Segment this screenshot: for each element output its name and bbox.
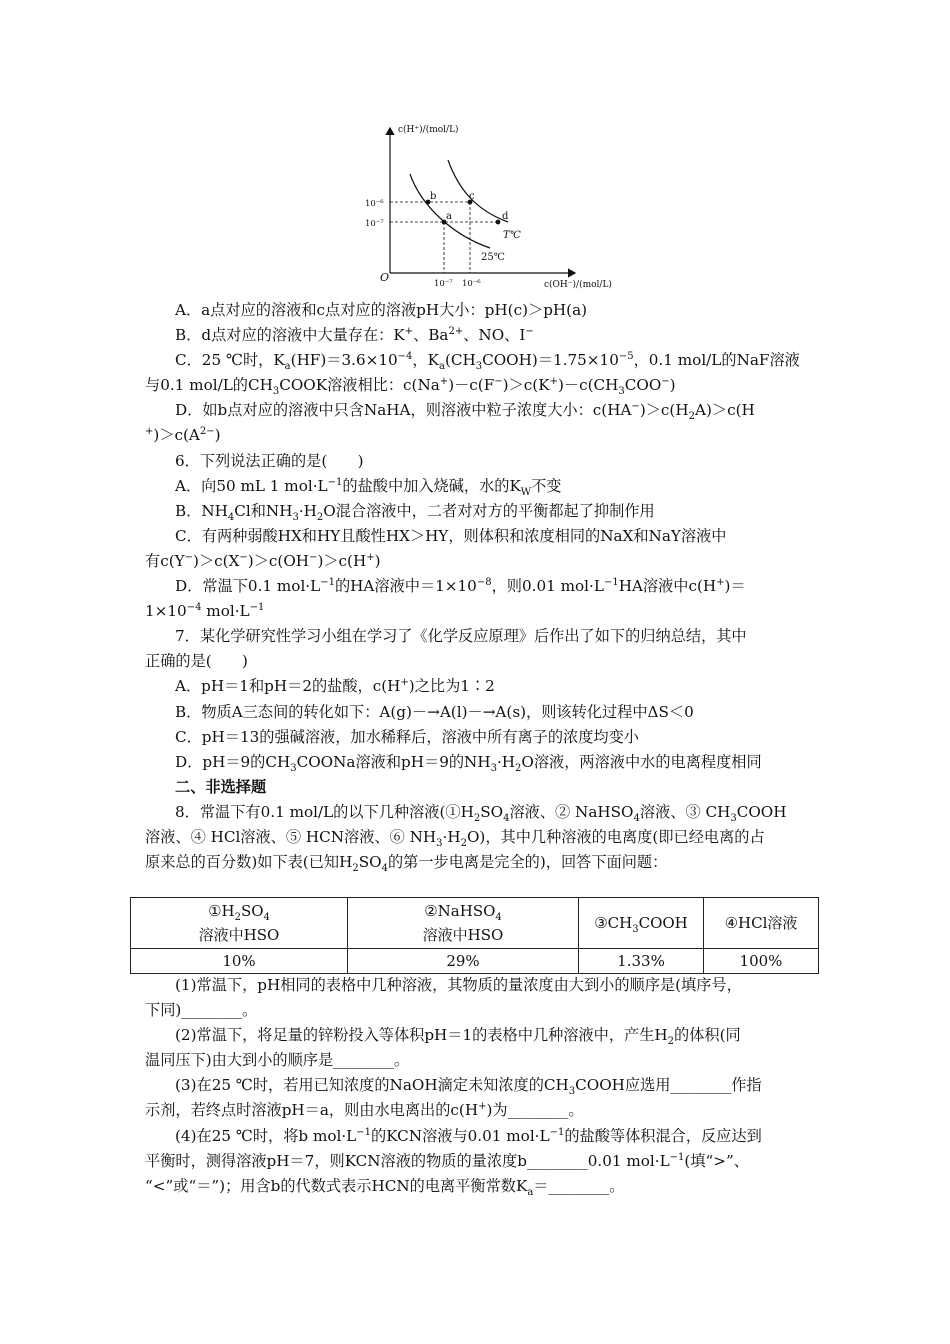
kw-curve-figure <box>360 118 630 298</box>
curve-25-label: 25℃ <box>481 252 505 263</box>
q8-stem-line2: 溶液、④ HCl溶液、⑤ HCN溶液、⑥ $NH_3\cdot H_2O$)，其中几种溶液的电离度(即已经电离的占 <box>145 827 765 849</box>
x-tick-low: 10⁻⁷ <box>434 279 453 289</box>
q7-option-d: D．pH＝9的$CH_3COONa$溶液和pH＝9的$NH_3\cdot H_2O$溶液，两溶液中水的电离程度相同 <box>175 752 762 774</box>
q8-part3-line2: 示剂，若终点时溶液pH＝a，则由水电离出的c(H+)为________。 <box>145 1101 584 1120</box>
q8-part3-line1: (3)在25 ℃时，若用已知浓度的NaOH滴定未知浓度的$CH_3COOH$应选用________作指 <box>175 1076 762 1098</box>
q5-option-b: B．d点对应的溶液中大量存在：K+、$Ba^{2+}$、NO、I− <box>175 326 534 345</box>
q5-option-d-line1: D．如b点对应的溶液中只含NaHA，则溶液中粒子浓度大小：$c(HA^-)>c(H_2A)>c(H$ <box>175 401 755 423</box>
point-c-label: c <box>469 191 475 202</box>
q8-part2-line2: 温同压下)由大到小的顺序是________。 <box>145 1051 410 1070</box>
q7-option-c: C．pH＝13的强碱溶液，加水稀释后，溶液中所有离子的浓度均变小 <box>175 727 639 746</box>
table-header-cell: $③CH_3COOH$ <box>579 898 704 949</box>
q7-stem-line1: 7．某化学研究性学习小组在学习了《化学反应原理》后作出了如下的归纳总结，其中 <box>175 627 747 646</box>
q6-option-a: A．向50 mL 1 $mol\cdot L^{-1}$的盐酸中加入烧碱，水的$K_W$不变 <box>175 476 562 498</box>
q6-stem: 6．下列说法正确的是( ) <box>175 451 364 470</box>
q8-part1-line2: 下同)________。 <box>145 1001 258 1020</box>
q5-option-d-line2: $^+)>c(A^{2-})$ <box>145 426 221 445</box>
q8-stem-line3: 原来总的百分数)如下表(已知$H_2SO_4$的第一步电离是完全的)，回答下面问题： <box>145 853 668 875</box>
q5-option-a: A．a点对应的溶液和c点对应的溶液pH大小：pH(c)＞pH(a) <box>175 301 588 319</box>
x-axis-label: c(OH⁻)/(mol/L) <box>544 280 612 290</box>
table-cell: 10% <box>131 949 348 974</box>
q6-option-b: B．$NH_4Cl$和$NH_3\cdot H_2O$混合溶液中，二者对对方的平衡都起了抑制作用 <box>175 501 655 523</box>
point-a-label: a <box>446 211 452 222</box>
y-tick-low: 10⁻⁷ <box>365 219 384 229</box>
q6-option-c-line1: C．有两种弱酸HX和HY且酸性HX＞HY，则体积和浓度相同的NaX和NaY溶液中 <box>175 526 727 545</box>
question-block-2 <box>145 973 805 1199</box>
q7-stem-line2: 正确的是( ) <box>145 652 248 671</box>
table-cell: 1.33% <box>579 949 704 974</box>
q5-option-c-line1: C．25 ℃时，$K_a(HF)=3.6\times 10^{-4}$，$K_a(CH_3COOH)=1.75\times 10^{-5}$，0.1 mol/L的NaF溶液 <box>175 351 800 373</box>
curve-T-label: T℃ <box>503 230 521 241</box>
x-tick-high: 10⁻⁶ <box>462 279 481 289</box>
q8-part4-line3: “<”或“＝”)；用含b的代数式表示HCN的电离平衡常数$K_a=\_\_\_\_\_\_\_\_$。 <box>145 1176 625 1198</box>
ionization-table <box>130 897 819 974</box>
table-cell: 100% <box>704 949 819 974</box>
q5-option-c-line2: 与0.1 mol/L的$CH_3COOK$溶液相比：$c(Na^+)-c(F^-)>c(K^+)-c(CH_3COO^-)$ <box>145 376 676 398</box>
curve-T <box>448 160 508 222</box>
q6-option-c-line2: 有c(Y−)＞c(X−)＞c(OH−)＞c(H+) <box>145 551 381 570</box>
q6-option-d-line1: D．常温下0.1 $mol\cdot L^{-1}$的HA溶液中$=1\times 10^{-8}$，则0.01 $mol\cdot L^{-1}HA$溶液中c(H+)＝ <box>175 576 746 596</box>
q7-option-a: A．pH＝1和pH＝2的盐酸，c(H+)之比为1∶2 <box>175 677 495 696</box>
table-header-cell: ④HCl溶液 <box>704 898 819 949</box>
q8-part4-line2: 平衡时，测得溶液pH＝7，则KCN溶液的物质的量浓度b________0.01 $mol\cdot L^{-1}$(填“>”、 <box>145 1151 749 1170</box>
section-heading: 二、非选择题 <box>175 777 267 796</box>
table-header-cell: $①H_2SO_4$ 溶液中HSO <box>131 898 348 949</box>
table-row <box>131 949 819 974</box>
y-tick-high: 10⁻⁶ <box>365 199 384 209</box>
point-b-label: b <box>430 191 437 202</box>
q7-option-b: B．物质A三态间的转化如下：A(g)－→A(l)－→A(s)，则该转化过程中ΔS＜0 <box>175 702 694 721</box>
table-header-row <box>131 898 819 949</box>
question-block-1 <box>145 298 805 875</box>
q8-stem-line1: 8．常温下有0.1 mol/L的以下几种溶液($①H_2SO_4$溶液、② NaHSO$_4$溶液、③ $CH_3COOH$ <box>175 802 787 824</box>
origin-label: O <box>380 271 390 284</box>
q6-option-d-line2: $1\times 10^{-4}$ $mol\cdot L^{-1}$ <box>145 602 265 621</box>
q8-part2-line1: (2)常温下，将足量的锌粉投入等体积pH＝1的表格中几种溶液中，产生$H_2$的体积(同 <box>175 1026 741 1048</box>
figure-svg <box>360 118 630 298</box>
table-header-cell: ②NaHSO$_4$ 溶液中HSO <box>348 898 579 949</box>
point-d-dot <box>496 220 501 225</box>
y-axis-label: c(H⁺)/(mol/L) <box>398 125 459 135</box>
q8-part4-line1: (4)在25 ℃时，将b $mol\cdot L^{-1}$的KCN溶液与0.01 $mol\cdot L^{-1}$的盐酸等体积混合，反应达到 <box>175 1126 762 1145</box>
q8-part1-line1: (1)常温下，pH相同的表格中几种溶液，其物质的量浓度由大到小的顺序是(填序号， <box>175 976 742 994</box>
table-cell: 29% <box>348 949 579 974</box>
point-d-label: d <box>502 211 509 222</box>
